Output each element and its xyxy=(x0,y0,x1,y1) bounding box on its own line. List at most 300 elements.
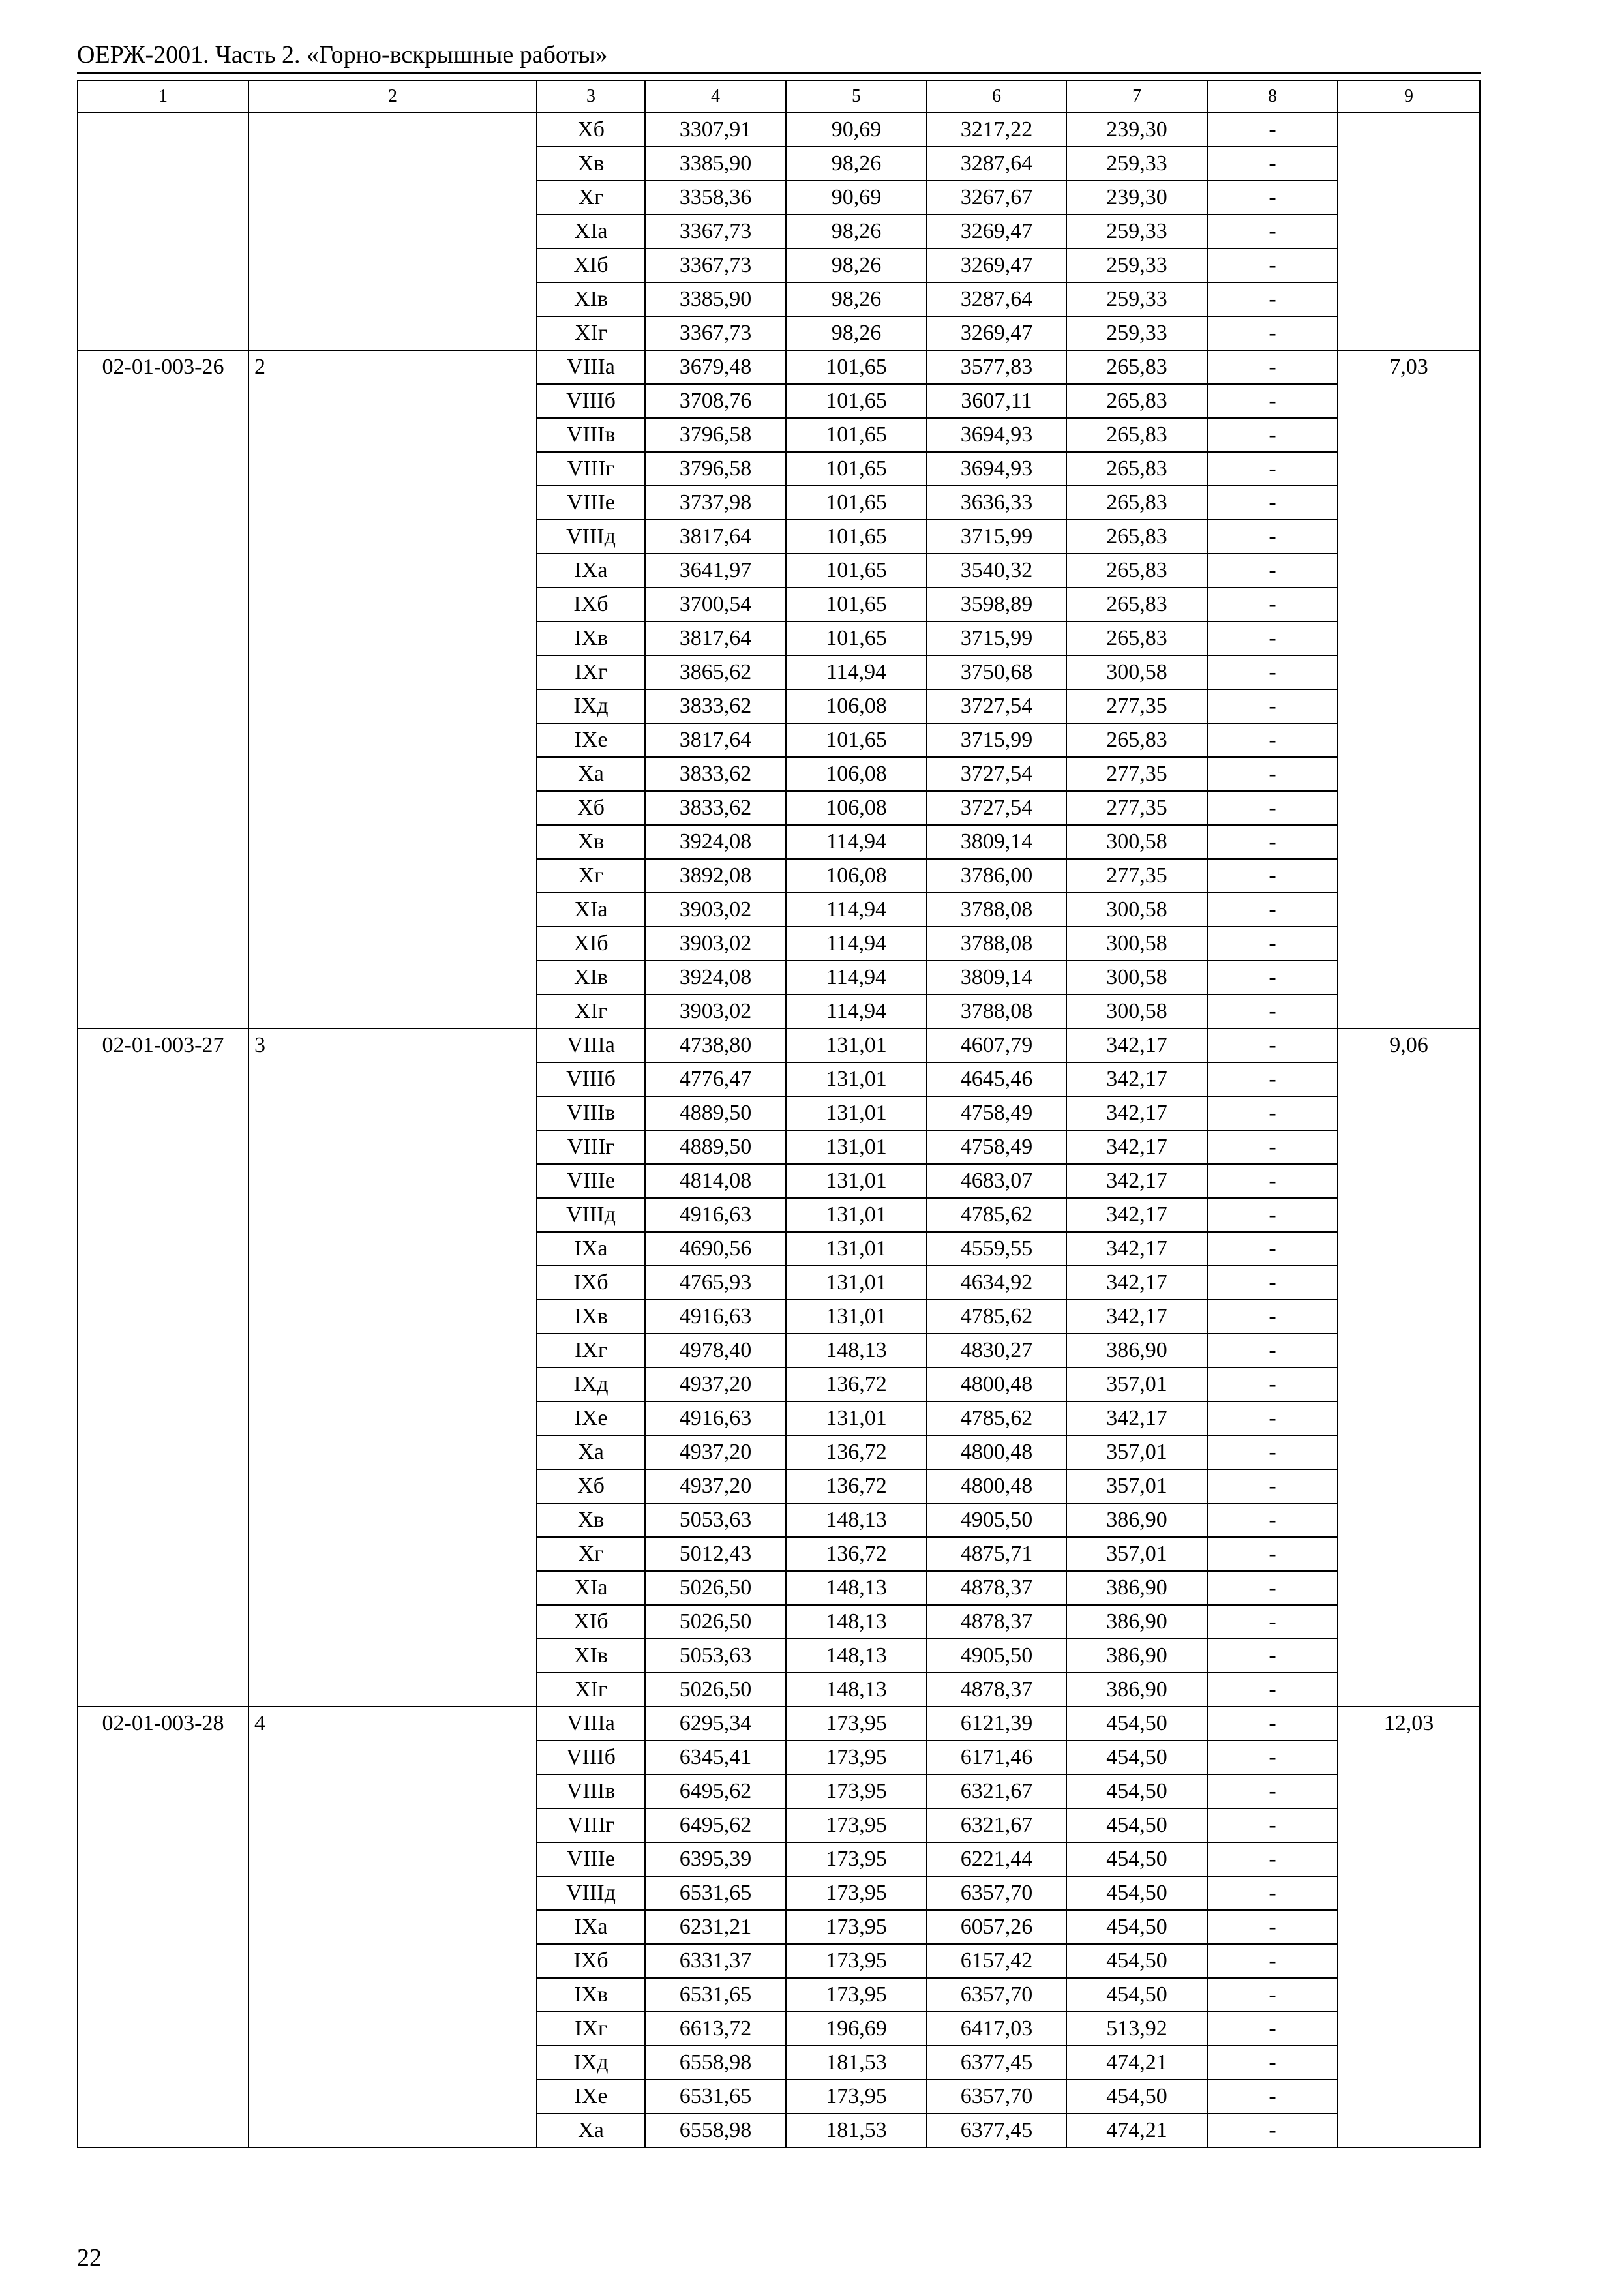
total-cost-cell: 6345,41 xyxy=(645,1741,786,1774)
machinist-wage-cell: 300,58 xyxy=(1066,995,1207,1028)
machine-cost-cell: 3287,64 xyxy=(927,147,1066,181)
soil-group-cell: XIг xyxy=(537,316,645,350)
column-number-row xyxy=(78,80,1480,113)
total-cost-cell: 3817,64 xyxy=(645,621,786,655)
total-cost-cell: 5026,50 xyxy=(645,1605,786,1639)
labor-cost-cell: 136,72 xyxy=(786,1435,927,1469)
soil-group-cell: VIIIв xyxy=(537,418,645,452)
labor-cost-cell: 101,65 xyxy=(786,520,927,554)
total-cost-cell: 3367,73 xyxy=(645,215,786,248)
labor-cost-cell: 181,53 xyxy=(786,2114,927,2147)
soil-group-cell: IXб xyxy=(537,1266,645,1300)
header-rule xyxy=(77,72,1481,74)
total-cost-cell: 4916,63 xyxy=(645,1401,786,1435)
soil-group-cell: VIIIб xyxy=(537,1062,645,1096)
materials-cell: - xyxy=(1207,1673,1338,1707)
labor-cost-cell: 106,08 xyxy=(786,757,927,791)
total-cost-cell: 4776,47 xyxy=(645,1062,786,1096)
soil-group-cell: IXг xyxy=(537,1334,645,1368)
total-cost-cell: 4916,63 xyxy=(645,1300,786,1334)
labor-cost-cell: 148,13 xyxy=(786,1673,927,1707)
materials-cell: - xyxy=(1207,961,1338,995)
soil-group-cell: VIIIб xyxy=(537,1741,645,1774)
machinist-wage-cell: 386,90 xyxy=(1066,1571,1207,1605)
machine-cost-cell: 3727,54 xyxy=(927,757,1066,791)
machine-cost-cell: 3727,54 xyxy=(927,791,1066,825)
soil-group-cell: IXб xyxy=(537,1944,645,1978)
machine-cost-cell: 3267,67 xyxy=(927,181,1066,215)
labor-cost-cell: 136,72 xyxy=(786,1368,927,1401)
materials-cell: - xyxy=(1207,927,1338,961)
materials-cell: - xyxy=(1207,2012,1338,2046)
machine-cost-cell: 4800,48 xyxy=(927,1368,1066,1401)
materials-cell: - xyxy=(1207,1944,1338,1978)
materials-cell: - xyxy=(1207,147,1338,181)
machinist-wage-cell: 386,90 xyxy=(1066,1673,1207,1707)
soil-group-cell: Xа xyxy=(537,2114,645,2147)
materials-cell: - xyxy=(1207,1571,1338,1605)
labor-cost-cell: 173,95 xyxy=(786,1741,927,1774)
soil-group-cell: XIа xyxy=(537,893,645,927)
machine-cost-cell: 6357,70 xyxy=(927,2080,1066,2114)
materials-cell: - xyxy=(1207,418,1338,452)
labor-cost-cell: 131,01 xyxy=(786,1300,927,1334)
soil-group-cell: IXг xyxy=(537,2012,645,2046)
rate-code-cell: 02-01-003-27 xyxy=(78,1028,248,1707)
materials-cell: - xyxy=(1207,554,1338,588)
labor-cost-cell: 114,94 xyxy=(786,961,927,995)
labor-cost-cell: 136,72 xyxy=(786,1469,927,1503)
total-cost-cell: 3892,08 xyxy=(645,859,786,893)
materials-cell: - xyxy=(1207,825,1338,859)
soil-group-cell: IXа xyxy=(537,554,645,588)
total-cost-cell: 3817,64 xyxy=(645,723,786,757)
machinist-wage-cell: 357,01 xyxy=(1066,1469,1207,1503)
soil-group-cell: XIг xyxy=(537,995,645,1028)
machine-cost-cell: 3788,08 xyxy=(927,995,1066,1028)
soil-group-cell: IXв xyxy=(537,621,645,655)
labor-cost-cell: 131,01 xyxy=(786,1028,927,1062)
column-number-8: 8 xyxy=(1207,80,1338,113)
soil-group-cell: Xа xyxy=(537,757,645,791)
labor-hours-cell: 12,03 xyxy=(1338,1707,1480,2147)
machine-cost-cell: 3577,83 xyxy=(927,350,1066,384)
soil-group-cell: IXд xyxy=(537,689,645,723)
soil-group-cell: XIб xyxy=(537,248,645,282)
total-cost-cell: 3903,02 xyxy=(645,927,786,961)
total-cost-cell: 4978,40 xyxy=(645,1334,786,1368)
labor-cost-cell: 131,01 xyxy=(786,1130,927,1164)
total-cost-cell: 4738,80 xyxy=(645,1028,786,1062)
total-cost-cell: 3641,97 xyxy=(645,554,786,588)
labor-cost-cell: 173,95 xyxy=(786,1707,927,1741)
machine-cost-cell: 4607,79 xyxy=(927,1028,1066,1062)
machinist-wage-cell: 454,50 xyxy=(1066,1808,1207,1842)
machine-cost-cell: 6377,45 xyxy=(927,2114,1066,2147)
soil-group-cell: XIг xyxy=(537,1673,645,1707)
machinist-wage-cell: 342,17 xyxy=(1066,1198,1207,1232)
materials-cell: - xyxy=(1207,1469,1338,1503)
total-cost-cell: 3679,48 xyxy=(645,350,786,384)
total-cost-cell: 4765,93 xyxy=(645,1266,786,1300)
total-cost-cell: 3833,62 xyxy=(645,757,786,791)
machine-cost-cell: 4905,50 xyxy=(927,1639,1066,1673)
table-body xyxy=(78,113,1480,2147)
total-cost-cell: 4889,50 xyxy=(645,1130,786,1164)
column-number-7: 7 xyxy=(1066,80,1207,113)
machinist-wage-cell: 513,92 xyxy=(1066,2012,1207,2046)
soil-group-cell: IXд xyxy=(537,1368,645,1401)
rate-name-cell: 2 xyxy=(248,350,537,1028)
materials-cell: - xyxy=(1207,1707,1338,1741)
soil-group-cell: XIб xyxy=(537,927,645,961)
labor-cost-cell: 98,26 xyxy=(786,215,927,248)
machine-cost-cell: 6121,39 xyxy=(927,1707,1066,1741)
materials-cell: - xyxy=(1207,1842,1338,1876)
total-cost-cell: 6558,98 xyxy=(645,2046,786,2080)
machinist-wage-cell: 265,83 xyxy=(1066,350,1207,384)
labor-cost-cell: 131,01 xyxy=(786,1401,927,1435)
machinist-wage-cell: 265,83 xyxy=(1066,723,1207,757)
machinist-wage-cell: 454,50 xyxy=(1066,1707,1207,1741)
total-cost-cell: 4690,56 xyxy=(645,1232,786,1266)
total-cost-cell: 3367,73 xyxy=(645,248,786,282)
machine-cost-cell: 4878,37 xyxy=(927,1605,1066,1639)
soil-group-cell: VIIIе xyxy=(537,486,645,520)
machinist-wage-cell: 357,01 xyxy=(1066,1537,1207,1571)
machinist-wage-cell: 239,30 xyxy=(1066,113,1207,147)
machinist-wage-cell: 454,50 xyxy=(1066,1978,1207,2012)
total-cost-cell: 3385,90 xyxy=(645,282,786,316)
total-cost-cell: 3833,62 xyxy=(645,689,786,723)
total-cost-cell: 3903,02 xyxy=(645,995,786,1028)
machinist-wage-cell: 386,90 xyxy=(1066,1605,1207,1639)
soil-group-cell: XIа xyxy=(537,215,645,248)
machine-cost-cell: 6321,67 xyxy=(927,1774,1066,1808)
machinist-wage-cell: 265,83 xyxy=(1066,452,1207,486)
total-cost-cell: 4916,63 xyxy=(645,1198,786,1232)
machine-cost-cell: 3788,08 xyxy=(927,927,1066,961)
table-header xyxy=(78,80,1480,113)
soil-group-cell: Xг xyxy=(537,1537,645,1571)
soil-group-cell: Xб xyxy=(537,791,645,825)
total-cost-cell: 6395,39 xyxy=(645,1842,786,1876)
machinist-wage-cell: 454,50 xyxy=(1066,1910,1207,1944)
materials-cell: - xyxy=(1207,2080,1338,2114)
soil-group-cell: VIIIг xyxy=(537,1130,645,1164)
machine-cost-cell: 3694,93 xyxy=(927,452,1066,486)
total-cost-cell: 4889,50 xyxy=(645,1096,786,1130)
machinist-wage-cell: 386,90 xyxy=(1066,1503,1207,1537)
machinist-wage-cell: 265,83 xyxy=(1066,418,1207,452)
machinist-wage-cell: 342,17 xyxy=(1066,1232,1207,1266)
machinist-wage-cell: 259,33 xyxy=(1066,316,1207,350)
rate-name-cell: 3 xyxy=(248,1028,537,1707)
total-cost-cell: 3385,90 xyxy=(645,147,786,181)
machine-cost-cell: 3598,89 xyxy=(927,588,1066,621)
labor-hours-cell: 7,03 xyxy=(1338,350,1480,1028)
materials-cell: - xyxy=(1207,215,1338,248)
machine-cost-cell: 4785,62 xyxy=(927,1198,1066,1232)
soil-group-cell: XIв xyxy=(537,961,645,995)
machinist-wage-cell: 265,83 xyxy=(1066,554,1207,588)
total-cost-cell: 3924,08 xyxy=(645,961,786,995)
labor-cost-cell: 98,26 xyxy=(786,282,927,316)
labor-cost-cell: 101,65 xyxy=(786,621,927,655)
total-cost-cell: 3924,08 xyxy=(645,825,786,859)
column-number-4: 4 xyxy=(645,80,786,113)
machine-cost-cell: 3750,68 xyxy=(927,655,1066,689)
total-cost-cell: 6613,72 xyxy=(645,2012,786,2046)
machine-cost-cell: 4634,92 xyxy=(927,1266,1066,1300)
machinist-wage-cell: 277,35 xyxy=(1066,757,1207,791)
labor-cost-cell: 131,01 xyxy=(786,1232,927,1266)
soil-group-cell: Xг xyxy=(537,181,645,215)
labor-cost-cell: 101,65 xyxy=(786,486,927,520)
machine-cost-cell: 4683,07 xyxy=(927,1164,1066,1198)
materials-cell: - xyxy=(1207,2046,1338,2080)
total-cost-cell: 4937,20 xyxy=(645,1435,786,1469)
machine-cost-cell: 6357,70 xyxy=(927,1876,1066,1910)
machine-cost-cell: 3269,47 xyxy=(927,215,1066,248)
materials-cell: - xyxy=(1207,791,1338,825)
machine-cost-cell: 6171,46 xyxy=(927,1741,1066,1774)
table-row xyxy=(78,113,1480,147)
materials-cell: - xyxy=(1207,1978,1338,2012)
machine-cost-cell: 3217,22 xyxy=(927,113,1066,147)
materials-cell: - xyxy=(1207,486,1338,520)
machine-cost-cell: 3809,14 xyxy=(927,825,1066,859)
materials-cell: - xyxy=(1207,1401,1338,1435)
machinist-wage-cell: 277,35 xyxy=(1066,859,1207,893)
labor-cost-cell: 173,95 xyxy=(786,1842,927,1876)
total-cost-cell: 3796,58 xyxy=(645,418,786,452)
total-cost-cell: 4814,08 xyxy=(645,1164,786,1198)
machine-cost-cell: 4758,49 xyxy=(927,1096,1066,1130)
machine-cost-cell: 3727,54 xyxy=(927,689,1066,723)
machinist-wage-cell: 300,58 xyxy=(1066,825,1207,859)
labor-cost-cell: 131,01 xyxy=(786,1164,927,1198)
total-cost-cell: 6231,21 xyxy=(645,1910,786,1944)
materials-cell: - xyxy=(1207,995,1338,1028)
soil-group-cell: VIIIб xyxy=(537,384,645,418)
soil-group-cell: VIIIг xyxy=(537,1808,645,1842)
machinist-wage-cell: 300,58 xyxy=(1066,893,1207,927)
machine-cost-cell: 3607,11 xyxy=(927,384,1066,418)
machine-cost-cell: 6321,67 xyxy=(927,1808,1066,1842)
machinist-wage-cell: 277,35 xyxy=(1066,791,1207,825)
machinist-wage-cell: 342,17 xyxy=(1066,1300,1207,1334)
soil-group-cell: VIIIв xyxy=(537,1774,645,1808)
soil-group-cell: IXа xyxy=(537,1910,645,1944)
machine-cost-cell: 4905,50 xyxy=(927,1503,1066,1537)
labor-cost-cell: 173,95 xyxy=(786,1944,927,1978)
labor-cost-cell: 101,65 xyxy=(786,350,927,384)
total-cost-cell: 3817,64 xyxy=(645,520,786,554)
labor-cost-cell: 173,95 xyxy=(786,1876,927,1910)
soil-group-cell: IXд xyxy=(537,2046,645,2080)
soil-group-cell: IXе xyxy=(537,723,645,757)
machinist-wage-cell: 239,30 xyxy=(1066,181,1207,215)
soil-group-cell: Xг xyxy=(537,859,645,893)
machinist-wage-cell: 277,35 xyxy=(1066,689,1207,723)
labor-cost-cell: 114,94 xyxy=(786,825,927,859)
soil-group-cell: VIIIг xyxy=(537,452,645,486)
total-cost-cell: 3367,73 xyxy=(645,316,786,350)
machine-cost-cell: 4559,55 xyxy=(927,1232,1066,1266)
column-number-5: 5 xyxy=(786,80,927,113)
materials-cell: - xyxy=(1207,655,1338,689)
soil-group-cell: IXв xyxy=(537,1300,645,1334)
labor-cost-cell: 106,08 xyxy=(786,791,927,825)
soil-group-cell: Xв xyxy=(537,147,645,181)
materials-cell: - xyxy=(1207,1062,1338,1096)
machinist-wage-cell: 259,33 xyxy=(1066,215,1207,248)
machinist-wage-cell: 342,17 xyxy=(1066,1062,1207,1096)
machinist-wage-cell: 454,50 xyxy=(1066,2080,1207,2114)
machine-cost-cell: 3269,47 xyxy=(927,248,1066,282)
machine-cost-cell: 4800,48 xyxy=(927,1469,1066,1503)
total-cost-cell: 6495,62 xyxy=(645,1808,786,1842)
labor-cost-cell: 101,65 xyxy=(786,588,927,621)
labor-cost-cell: 98,26 xyxy=(786,316,927,350)
labor-cost-cell: 114,94 xyxy=(786,927,927,961)
materials-cell: - xyxy=(1207,689,1338,723)
labor-cost-cell: 106,08 xyxy=(786,689,927,723)
rate-name-cell: 4 xyxy=(248,1707,537,2147)
machine-cost-cell: 3715,99 xyxy=(927,621,1066,655)
machinist-wage-cell: 259,33 xyxy=(1066,282,1207,316)
machinist-wage-cell: 300,58 xyxy=(1066,961,1207,995)
materials-cell: - xyxy=(1207,1774,1338,1808)
labor-hours-cell xyxy=(1338,113,1480,350)
machine-cost-cell: 4878,37 xyxy=(927,1673,1066,1707)
materials-cell: - xyxy=(1207,520,1338,554)
table-row xyxy=(78,1707,1480,1741)
soil-group-cell: VIIIа xyxy=(537,1028,645,1062)
materials-cell: - xyxy=(1207,316,1338,350)
column-number-2: 2 xyxy=(248,80,537,113)
labor-cost-cell: 148,13 xyxy=(786,1503,927,1537)
total-cost-cell: 6531,65 xyxy=(645,2080,786,2114)
labor-cost-cell: 196,69 xyxy=(786,2012,927,2046)
labor-cost-cell: 148,13 xyxy=(786,1605,927,1639)
machinist-wage-cell: 300,58 xyxy=(1066,655,1207,689)
labor-cost-cell: 181,53 xyxy=(786,2046,927,2080)
soil-group-cell: VIIIд xyxy=(537,1198,645,1232)
machine-cost-cell: 4645,46 xyxy=(927,1062,1066,1096)
machine-cost-cell: 6377,45 xyxy=(927,2046,1066,2080)
total-cost-cell: 6531,65 xyxy=(645,1978,786,2012)
machine-cost-cell: 4758,49 xyxy=(927,1130,1066,1164)
soil-group-cell: VIIIа xyxy=(537,350,645,384)
materials-cell: - xyxy=(1207,588,1338,621)
materials-cell: - xyxy=(1207,893,1338,927)
materials-cell: - xyxy=(1207,1368,1338,1401)
machinist-wage-cell: 357,01 xyxy=(1066,1435,1207,1469)
materials-cell: - xyxy=(1207,248,1338,282)
machine-cost-cell: 4785,62 xyxy=(927,1401,1066,1435)
total-cost-cell: 6331,37 xyxy=(645,1944,786,1978)
labor-cost-cell: 90,69 xyxy=(786,113,927,147)
total-cost-cell: 6495,62 xyxy=(645,1774,786,1808)
materials-cell: - xyxy=(1207,1876,1338,1910)
materials-cell: - xyxy=(1207,452,1338,486)
machine-cost-cell: 4878,37 xyxy=(927,1571,1066,1605)
total-cost-cell: 3700,54 xyxy=(645,588,786,621)
rate-code-cell: 02-01-003-28 xyxy=(78,1707,248,2147)
materials-cell: - xyxy=(1207,1130,1338,1164)
materials-cell: - xyxy=(1207,1503,1338,1537)
machinist-wage-cell: 386,90 xyxy=(1066,1639,1207,1673)
machine-cost-cell: 3809,14 xyxy=(927,961,1066,995)
total-cost-cell: 3737,98 xyxy=(645,486,786,520)
soil-group-cell: VIIIе xyxy=(537,1842,645,1876)
labor-cost-cell: 101,65 xyxy=(786,554,927,588)
machine-cost-cell: 4875,71 xyxy=(927,1537,1066,1571)
machinist-wage-cell: 454,50 xyxy=(1066,1741,1207,1774)
labor-cost-cell: 101,65 xyxy=(786,723,927,757)
machinist-wage-cell: 342,17 xyxy=(1066,1096,1207,1130)
page-number: 22 xyxy=(77,2244,102,2271)
soil-group-cell: Xб xyxy=(537,113,645,147)
labor-cost-cell: 173,95 xyxy=(786,1910,927,1944)
total-cost-cell: 6558,98 xyxy=(645,2114,786,2147)
materials-cell: - xyxy=(1207,723,1338,757)
labor-cost-cell: 148,13 xyxy=(786,1334,927,1368)
machine-cost-cell: 4785,62 xyxy=(927,1300,1066,1334)
materials-cell: - xyxy=(1207,113,1338,147)
materials-cell: - xyxy=(1207,1808,1338,1842)
machine-cost-cell: 3715,99 xyxy=(927,723,1066,757)
soil-group-cell: VIIIд xyxy=(537,1876,645,1910)
soil-group-cell: VIIIе xyxy=(537,1164,645,1198)
labor-cost-cell: 148,13 xyxy=(786,1639,927,1673)
materials-cell: - xyxy=(1207,1096,1338,1130)
soil-group-cell: XIв xyxy=(537,282,645,316)
machinist-wage-cell: 454,50 xyxy=(1066,1876,1207,1910)
machine-cost-cell: 3269,47 xyxy=(927,316,1066,350)
table-row xyxy=(78,1028,1480,1062)
soil-group-cell: IXе xyxy=(537,2080,645,2114)
materials-cell: - xyxy=(1207,1198,1338,1232)
rates-table xyxy=(77,80,1481,2148)
total-cost-cell: 3865,62 xyxy=(645,655,786,689)
materials-cell: - xyxy=(1207,384,1338,418)
labor-cost-cell: 148,13 xyxy=(786,1571,927,1605)
column-number-9: 9 xyxy=(1338,80,1480,113)
machine-cost-cell: 3786,00 xyxy=(927,859,1066,893)
soil-group-cell: Xа xyxy=(537,1435,645,1469)
soil-group-cell: Xв xyxy=(537,825,645,859)
soil-group-cell: IXб xyxy=(537,588,645,621)
machinist-wage-cell: 259,33 xyxy=(1066,248,1207,282)
labor-cost-cell: 90,69 xyxy=(786,181,927,215)
column-number-1: 1 xyxy=(78,80,248,113)
labor-cost-cell: 136,72 xyxy=(786,1537,927,1571)
total-cost-cell: 4937,20 xyxy=(645,1469,786,1503)
total-cost-cell: 5012,43 xyxy=(645,1537,786,1571)
total-cost-cell: 5026,50 xyxy=(645,1673,786,1707)
soil-group-cell: VIIIд xyxy=(537,520,645,554)
labor-cost-cell: 114,94 xyxy=(786,893,927,927)
machine-cost-cell: 6157,42 xyxy=(927,1944,1066,1978)
materials-cell: - xyxy=(1207,2114,1338,2147)
machine-cost-cell: 4830,27 xyxy=(927,1334,1066,1368)
materials-cell: - xyxy=(1207,1028,1338,1062)
machinist-wage-cell: 265,83 xyxy=(1066,520,1207,554)
materials-cell: - xyxy=(1207,757,1338,791)
